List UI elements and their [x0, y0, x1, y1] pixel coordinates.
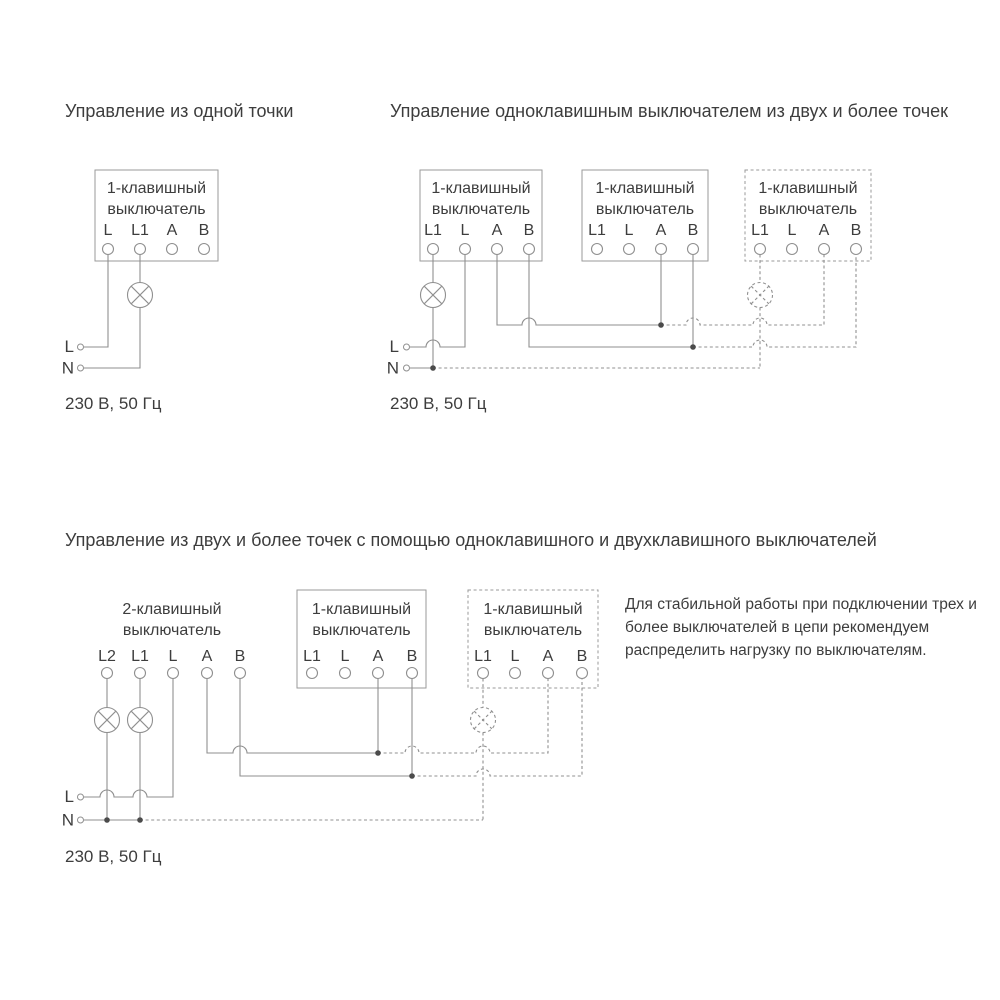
wire-B: [529, 255, 693, 348]
supply-label-N: N: [61, 810, 74, 830]
wire-line-L: [84, 255, 108, 348]
terminal-label: L: [510, 648, 520, 665]
supply-label-L: L: [64, 337, 74, 356]
supply-terminal-N: [78, 817, 84, 823]
terminal-circle: [167, 244, 178, 255]
junction-dot: [409, 773, 415, 779]
terminal-label: L1: [588, 222, 606, 239]
terminal-circle: [340, 668, 351, 679]
wire-B-optional: [693, 255, 856, 348]
lamp-icon: [95, 708, 120, 733]
junction-dot: [690, 344, 696, 350]
switch-label-line1: 1-клавишный: [106, 180, 207, 197]
switch-label-line2: выключатель: [483, 622, 583, 639]
terminal-circle: [307, 668, 318, 679]
terminal-label: A: [491, 222, 503, 239]
terminal-label: L: [340, 648, 350, 665]
switch-label-line1: 1-клавишный: [483, 601, 583, 618]
supply-label-L: L: [64, 787, 74, 806]
supply-label-L: L: [389, 337, 399, 356]
terminal-circle: [492, 244, 503, 255]
terminal-label: A: [655, 222, 667, 239]
supply-label-N: N: [61, 358, 74, 378]
terminal-circle: [524, 244, 535, 255]
terminal-circle: [373, 668, 384, 679]
voltage-rating: 230 В, 50 Гц: [390, 394, 487, 413]
wire-B-optional: [412, 679, 582, 777]
terminal-circle: [624, 244, 635, 255]
terminal-circle: [135, 668, 146, 679]
supply-label-N: N: [386, 358, 399, 378]
terminal-label: L1: [131, 222, 149, 239]
terminal-label: L: [624, 222, 634, 239]
terminal-label: A: [818, 222, 830, 239]
diagram-multipoint-single: [387, 101, 948, 413]
junction-dot: [430, 365, 436, 371]
terminal-circle: [787, 244, 798, 255]
switch-label-line1: 1-клавишный: [431, 180, 531, 197]
terminal-label: B: [198, 222, 210, 239]
terminal-circle: [102, 668, 113, 679]
terminal-label: L: [787, 222, 797, 239]
switch-label-line2: выключатель: [758, 201, 858, 218]
terminal-circle: [407, 668, 418, 679]
terminal-label: L: [103, 222, 113, 239]
terminal-circle: [235, 668, 246, 679]
switch-label-line2: выключатель: [431, 201, 531, 218]
wire-A: [497, 255, 661, 326]
terminal-circle: [135, 244, 146, 255]
diagram-multipoint-mixed: [62, 530, 977, 866]
terminal-circle: [103, 244, 114, 255]
switch-label-line2: выключатель: [595, 201, 695, 218]
section-title: Управление из одной точки: [65, 101, 294, 121]
supply-terminal-L: [78, 344, 84, 350]
terminal-circle: [202, 668, 213, 679]
terminal-label: L: [168, 648, 178, 665]
terminal-label: B: [687, 222, 699, 239]
wire-A-optional: [661, 255, 824, 326]
supply-terminal-L: [78, 794, 84, 800]
terminal-circle: [755, 244, 766, 255]
terminal-label: B: [523, 222, 535, 239]
terminal-label: L1: [424, 222, 442, 239]
lamp-icon: [128, 283, 153, 308]
wire-line-L: [410, 255, 465, 348]
terminal-circle: [428, 244, 439, 255]
terminal-circle: [510, 668, 521, 679]
lamp-icon: [421, 283, 446, 308]
junction-dot: [104, 817, 110, 823]
lamp-icon: [128, 708, 153, 733]
terminal-label: B: [576, 648, 588, 665]
wire-A: [207, 679, 378, 754]
voltage-rating: 230 В, 50 Гц: [65, 847, 162, 866]
section-title: Управление из двух и более точек с помощью одноклавишного и двухклавишного выключателей: [65, 530, 877, 550]
supply-terminal-N: [404, 365, 410, 371]
lamp-icon-optional: [748, 283, 773, 308]
lamp-icon-optional: [471, 708, 496, 733]
terminal-label: A: [372, 648, 384, 665]
terminal-circle: [592, 244, 603, 255]
terminal-circle: [543, 668, 554, 679]
wire-B: [240, 679, 412, 777]
note-text-line: более выключателей в цепи рекомендуем: [625, 619, 930, 636]
switch-label-line2: выключатель: [122, 622, 222, 639]
wire-A-optional: [378, 679, 548, 754]
terminal-label: L1: [474, 648, 492, 665]
junction-dot: [137, 817, 143, 823]
terminal-label: A: [201, 648, 213, 665]
terminal-label: A: [166, 222, 178, 239]
terminal-circle: [577, 668, 588, 679]
junction-dot: [375, 750, 381, 756]
terminal-label: L2: [98, 648, 116, 665]
terminal-label: B: [850, 222, 862, 239]
terminal-circle: [199, 244, 210, 255]
terminal-circle: [688, 244, 699, 255]
note-text-line: распределить нагрузку по выключателям.: [625, 642, 927, 659]
terminal-label: L1: [751, 222, 769, 239]
terminal-circle: [460, 244, 471, 255]
wire-line-L: [84, 679, 173, 798]
terminal-circle: [168, 668, 179, 679]
diagram-single-point: [62, 101, 294, 413]
junction-dot: [658, 322, 664, 328]
terminal-label: B: [234, 648, 246, 665]
note-text-line: Для стабильной работы при подключении трех и: [625, 596, 977, 613]
terminal-circle: [819, 244, 830, 255]
switch-label-line2: выключатель: [312, 622, 411, 639]
switch-label-line1: 1-клавишный: [311, 601, 412, 618]
switch-label-line1: 1-клавишный: [595, 180, 695, 197]
switch-label-line2: выключатель: [107, 201, 206, 218]
supply-terminal-N: [78, 365, 84, 371]
terminal-circle: [851, 244, 862, 255]
terminal-label: L: [460, 222, 470, 239]
supply-terminal-L: [404, 344, 410, 350]
wire-lamp-neutral: [84, 308, 140, 369]
voltage-rating: 230 В, 50 Гц: [65, 394, 162, 413]
switch-label-line1: 2-клавишный: [122, 601, 222, 618]
terminal-label: L1: [131, 648, 149, 665]
terminal-label: L1: [303, 648, 321, 665]
terminal-circle: [478, 668, 489, 679]
section-title: Управление одноклавишным выключателем из двух и более точек: [390, 101, 948, 121]
switch-label-line1: 1-клавишный: [758, 180, 858, 197]
terminal-circle: [656, 244, 667, 255]
terminal-label: B: [406, 648, 418, 665]
terminal-label: A: [542, 648, 554, 665]
